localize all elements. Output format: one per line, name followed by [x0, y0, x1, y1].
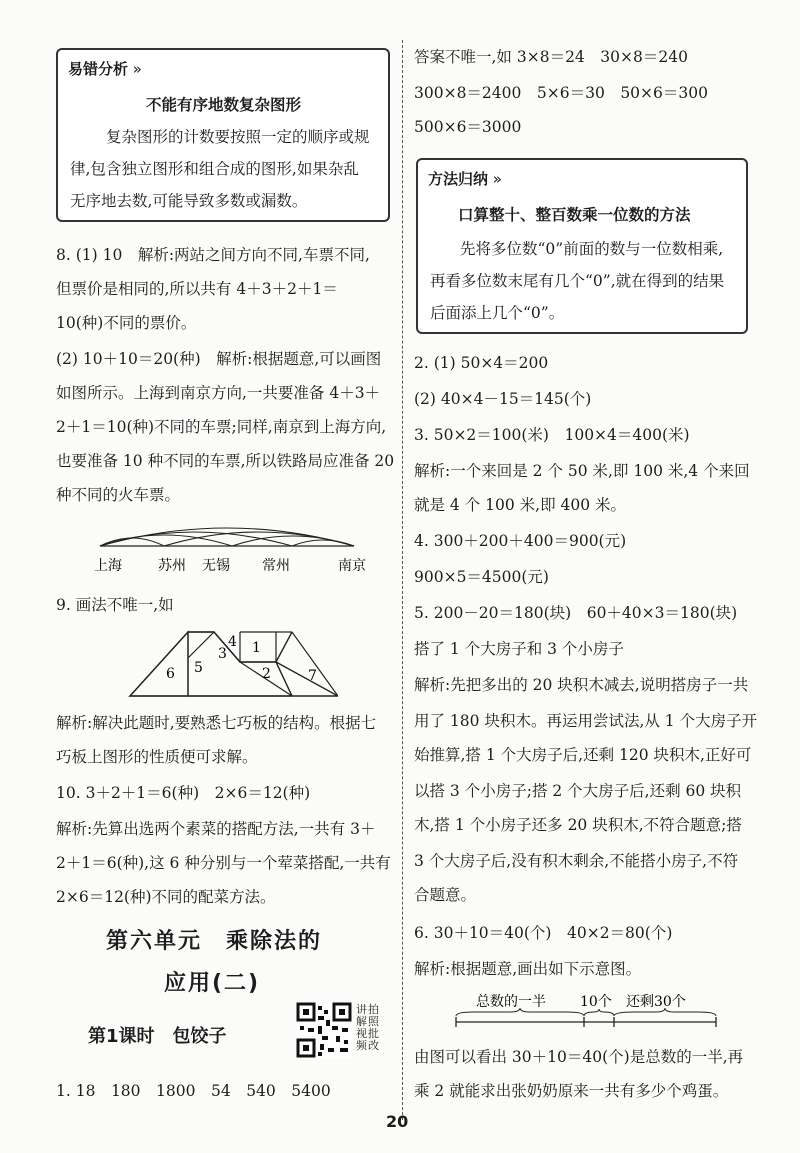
q8-line: 10(种)不同的票价。 — [56, 314, 197, 332]
method-box-line: 先将多位数“0”前面的数与一位数相乘, — [460, 240, 724, 258]
q8-line: 种不同的火车票。 — [56, 486, 181, 504]
answer-line: 以搭 3 个小房子;搭 2 个大房子后,还剩 60 块积 — [414, 782, 742, 800]
method-summary-box — [416, 158, 748, 334]
answer-line: 4. 300＋200＋400＝900(元) — [414, 532, 627, 550]
q9-line: 9. 画法不唯一,如 — [56, 596, 174, 614]
answer-line: 木,搭 1 个小房子还多 20 块积木,不符合题意;搭 — [414, 816, 742, 834]
q8-line: 如图所示。上海到南京方向,一共要准备 4＋3＋ — [56, 384, 381, 402]
q10-line: 解析:先算出选两个素菜的搭配方法,一共有 3＋ — [56, 820, 376, 838]
answer-line: 2. (1) 50×4＝200 — [414, 354, 549, 372]
answer-line: 合题意。 — [414, 886, 477, 904]
error-box-line: 律,包含独立图形和组合成的图形,如果杂乱 — [70, 160, 359, 178]
tangram-piece-label: 2 — [262, 666, 271, 682]
tangram-piece-label: 7 — [308, 668, 317, 684]
tangram-piece-label: 6 — [166, 666, 175, 682]
answer-line: 500×6＝3000 — [414, 118, 522, 136]
q8-line: (2) 10＋10＝20(种) 解析:根据题意,可以画图 — [56, 350, 382, 368]
method-box-line: 后面添上几个“0”。 — [430, 304, 565, 322]
station-label: 上海 — [94, 558, 122, 574]
diagram-label-ten: 10个 — [580, 994, 612, 1010]
unit-title-line2: 应用(二) — [164, 971, 261, 996]
q10-line: 2＋1＝6(种),这 6 种分别与一个荤菜搭配,一共有 — [56, 854, 391, 872]
tangram-diagram — [128, 628, 338, 700]
answer-line: 解析:根据题意,画出如下示意图。 — [414, 960, 642, 978]
q1-line: 1. 18 180 1800 54 540 5400 — [56, 1082, 331, 1100]
q8-line: 8. (1) 10 解析:两站之间方向不同,车票不同, — [56, 246, 370, 264]
railway-diagram — [92, 516, 372, 576]
answer-line: 300×8＝2400 5×6＝30 50×6＝300 — [414, 84, 708, 102]
diagram-label-rest: 还剩30个 — [626, 994, 686, 1010]
station-label: 无锡 — [202, 558, 230, 574]
page-number: 20 — [386, 1112, 409, 1131]
method-box-title: 方法归纳 » — [428, 168, 502, 189]
tangram-piece-label: 1 — [252, 640, 261, 656]
egg-count-diagram — [454, 990, 724, 1040]
answer-line: 就是 4 个 100 米,即 400 米。 — [414, 496, 627, 514]
q8-line: 也要准备 10 种不同的车票,所以铁路局应准备 20 — [56, 452, 395, 470]
answer-line: 乘 2 就能求出张奶奶原来一共有多少个鸡蛋。 — [414, 1082, 729, 1100]
tangram-piece-label: 4 — [228, 634, 237, 650]
answer-line: 由图可以看出 30＋10＝40(个)是总数的一半,再 — [414, 1048, 744, 1066]
q10-line: 10. 3＋2＋1＝6(种) 2×6＝12(种) — [56, 784, 311, 802]
tangram-piece-label: 5 — [194, 660, 203, 676]
answer-line: 900×5＝4500(元) — [414, 568, 549, 586]
tangram-piece-label: 3 — [218, 646, 227, 662]
answer-line: 答案不唯一,如 3×8＝24 30×8＝240 — [414, 48, 688, 66]
error-box-line: 复杂图形的计数要按照一定的顺序或规 — [106, 128, 370, 146]
q9-analysis: 解析:解决此题时,要熟悉七巧板的结构。根据七 — [56, 714, 377, 732]
station-label: 苏州 — [158, 558, 186, 574]
qr-code[interactable] — [296, 1002, 352, 1058]
diagram-label-half: 总数的一半 — [476, 994, 546, 1010]
answer-line: (2) 40×4－15＝145(个) — [414, 390, 592, 408]
answer-line: 3. 50×2＝100(米) 100×4＝400(米) — [414, 426, 690, 444]
unit-title-line1: 第六单元 乘除法的 — [106, 929, 323, 954]
answer-line: 3 个大房子后,没有积木剩余,不能搭小房子,不符 — [414, 852, 739, 870]
method-box-line: 再看多位数末尾有几个“0”,就在得到的结果 — [430, 272, 725, 290]
q8-line: 但票价是相同的,所以共有 4＋3＋2＋1＝ — [56, 280, 338, 298]
answer-line: 解析:一个来回是 2 个 50 米,即 100 米,4 个来回 — [414, 462, 750, 480]
answer-line: 始推算,搭 1 个大房子后,还剩 120 块积木,正好可 — [414, 746, 752, 764]
q8-line: 2＋1＝10(种)不同的车票;同样,南京到上海方向, — [56, 418, 387, 436]
lesson-title: 第1课时 包饺子 — [88, 1026, 227, 1047]
error-analysis-box — [56, 48, 390, 222]
method-box-subtitle: 口算整十、整百数乘一位数的方法 — [458, 206, 691, 224]
column-divider — [402, 40, 403, 1120]
answer-line: 6. 30＋10＝40(个) 40×2＝80(个) — [414, 924, 673, 942]
error-box-title: 易错分析 » — [68, 58, 142, 79]
q10-line: 2×6＝12(种)不同的配菜方法。 — [56, 888, 276, 906]
q9-analysis: 巧板上图形的性质便可求解。 — [56, 748, 258, 766]
station-label: 常州 — [262, 558, 290, 574]
station-label: 南京 — [338, 558, 366, 574]
answer-line: 解析:先把多出的 20 块积木减去,说明搭房子一共 — [414, 676, 749, 694]
error-box-subtitle: 不能有序地数复杂图形 — [146, 96, 302, 114]
answer-line: 5. 200－20＝180(块) 60＋40×3＝180(块) — [414, 604, 738, 622]
qr-code-label: 讲拍解照视批频改 — [356, 1003, 380, 1052]
answer-line: 用了 180 块积木。再运用尝试法,从 1 个大房子开 — [414, 712, 758, 730]
answer-line: 搭了 1 个大房子和 3 个小房子 — [414, 640, 624, 658]
error-box-line: 无序地去数,可能导致多数或漏数。 — [70, 192, 308, 210]
